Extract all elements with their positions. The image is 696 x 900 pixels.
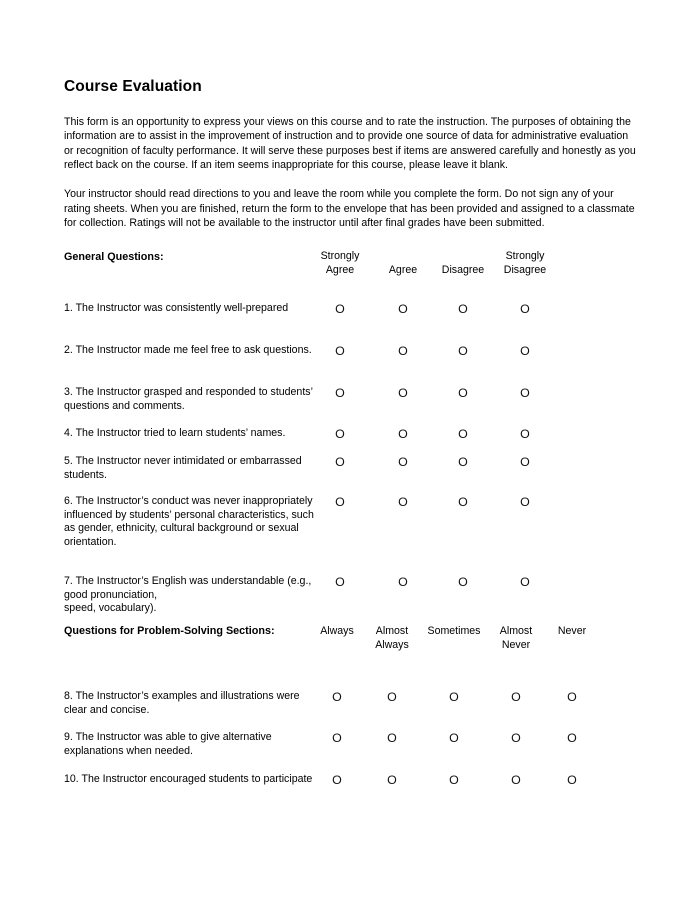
radio-option-problem-solving-q2-c5[interactable]: O (567, 731, 577, 745)
radio-option-general-q1-c4[interactable]: O (520, 302, 530, 316)
radio-option-problem-solving-q1-c5[interactable]: O (567, 690, 577, 704)
radio-option-problem-solving-q1-c3[interactable]: O (449, 690, 459, 704)
radio-option-general-q5-c3[interactable]: O (458, 455, 468, 469)
column-header-line2: Agree (388, 263, 418, 276)
question-text: 7. The Instructor’s English was understandable (e.g., good pronunciation, speed, vocabulary). (64, 575, 312, 615)
radio-option-general-q2-c1[interactable]: O (335, 344, 345, 358)
radio-option-general-q3-c3[interactable]: O (458, 386, 468, 400)
radio-option-general-q6-c2[interactable]: O (398, 495, 408, 509)
question-text: 2. The Instructor made me feel free to ask questions. (64, 344, 312, 356)
question-row (64, 427, 644, 455)
radio-option-problem-solving-q2-c1[interactable]: O (332, 731, 342, 745)
column-header-problem-solving-4 (522, 625, 622, 639)
question-text: 8. The Instructor’s examples and illustrations were clear and concise. (64, 690, 300, 716)
section-header-problem-solving (64, 625, 644, 669)
question-row (64, 690, 644, 732)
question-text: 10. The Instructor encouraged students to participate (64, 773, 313, 785)
radio-option-general-q7-c4[interactable]: O (520, 575, 530, 589)
section-title-general: General Questions: (64, 251, 164, 263)
question-row (64, 495, 644, 577)
radio-option-problem-solving-q2-c4[interactable]: O (511, 731, 521, 745)
radio-option-problem-solving-q2-c2[interactable]: O (387, 731, 397, 745)
column-header-line1: Never (557, 625, 587, 637)
radio-option-general-q2-c3[interactable]: O (458, 344, 468, 358)
column-header-line1: Always (320, 625, 354, 637)
intro-paragraph-1: This form is an opportunity to express your views on this course and to rate the instruction. The purposes of obtaining the information are to assist in the improvement of instruction and to provide one source of data for administrative evaluation or recognition of faculty performance. It will serve these purposes best if items are answered carefully and honestly as you reflect back on the course. If an item seems inappropriate for this course, please leave it blank. (64, 115, 636, 172)
radio-option-general-q4-c3[interactable]: O (458, 427, 468, 441)
radio-option-general-q7-c3[interactable]: O (458, 575, 468, 589)
question-text: 1. The Instructor was consistently well-prepared (64, 302, 289, 314)
question-text: 6. The Instructor’s conduct was never inappropriately influenced by students’ personal characteristics, such as gender, ethnicity, cultural background or sexual orientation. (64, 495, 314, 548)
column-header-line1: Almost (499, 625, 533, 637)
question-row (64, 773, 644, 815)
radio-option-problem-solving-q2-c3[interactable]: O (449, 731, 459, 745)
radio-option-problem-solving-q3-c1[interactable]: O (332, 773, 342, 787)
radio-option-general-q3-c4[interactable]: O (520, 386, 530, 400)
column-header-line2: Always (375, 638, 409, 651)
radio-option-general-q2-c2[interactable]: O (398, 344, 408, 358)
radio-option-problem-solving-q3-c3[interactable]: O (449, 773, 459, 787)
radio-option-problem-solving-q3-c5[interactable]: O (567, 773, 577, 787)
radio-option-general-q7-c2[interactable]: O (398, 575, 408, 589)
section-header-general (64, 250, 644, 294)
radio-option-general-q5-c1[interactable]: O (335, 455, 345, 469)
radio-option-general-q6-c1[interactable]: O (335, 495, 345, 509)
column-header-line1: Strongly (505, 250, 545, 262)
radio-option-problem-solving-q1-c1[interactable]: O (332, 690, 342, 704)
question-row (64, 575, 644, 623)
question-row (64, 344, 644, 386)
radio-option-problem-solving-q1-c2[interactable]: O (387, 690, 397, 704)
question-text: 9. The Instructor was able to give alternative explanations when needed. (64, 731, 272, 757)
column-header-line2: Disagree (503, 263, 547, 276)
radio-option-general-q4-c1[interactable]: O (335, 427, 345, 441)
question-row (64, 302, 644, 344)
column-header-line2: Agree (325, 263, 355, 276)
question-row (64, 731, 644, 773)
question-text: 3. The Instructor grasped and responded to students’ questions and comments. (64, 386, 313, 412)
column-header-line1: Sometimes (427, 625, 481, 637)
question-row (64, 386, 644, 428)
radio-option-general-q5-c4[interactable]: O (520, 455, 530, 469)
radio-option-problem-solving-q3-c2[interactable]: O (387, 773, 397, 787)
column-header-general-3 (475, 250, 575, 277)
radio-option-general-q4-c2[interactable]: O (398, 427, 408, 441)
column-header-line1: Strongly (320, 250, 360, 262)
page-title: Course Evaluation (64, 78, 202, 95)
radio-option-problem-solving-q3-c4[interactable]: O (511, 773, 521, 787)
radio-option-general-q1-c2[interactable]: O (398, 302, 408, 316)
radio-option-problem-solving-q1-c4[interactable]: O (511, 690, 521, 704)
radio-option-general-q4-c4[interactable]: O (520, 427, 530, 441)
radio-option-general-q2-c4[interactable]: O (520, 344, 530, 358)
column-header-line2: Never (501, 638, 531, 651)
radio-option-general-q5-c2[interactable]: O (398, 455, 408, 469)
section-title-problem-solving: Questions for Problem-Solving Sections: (64, 625, 275, 637)
radio-option-general-q1-c1[interactable]: O (335, 302, 345, 316)
radio-option-general-q1-c3[interactable]: O (458, 302, 468, 316)
radio-option-general-q7-c1[interactable]: O (335, 575, 345, 589)
column-header-line2: Disagree (441, 263, 485, 276)
intro-paragraph-2: Your instructor should read directions to you and leave the room while you complete the form. Do not sign any of your rating sheets. When you are finished, return the form to the envelope that has been provided and assigned to a classmate for collection. Ratings will not be available to the instructor until after final grades have been submitted. (64, 187, 635, 230)
radio-option-general-q3-c2[interactable]: O (398, 386, 408, 400)
radio-option-general-q6-c3[interactable]: O (458, 495, 468, 509)
column-header-line1: Almost (375, 625, 409, 637)
radio-option-general-q6-c4[interactable]: O (520, 495, 530, 509)
question-row (64, 455, 644, 497)
radio-option-general-q3-c1[interactable]: O (335, 386, 345, 400)
question-text: 5. The Instructor never intimidated or embarrassed students. (64, 455, 302, 481)
question-text: 4. The Instructor tried to learn students’ names. (64, 427, 286, 439)
